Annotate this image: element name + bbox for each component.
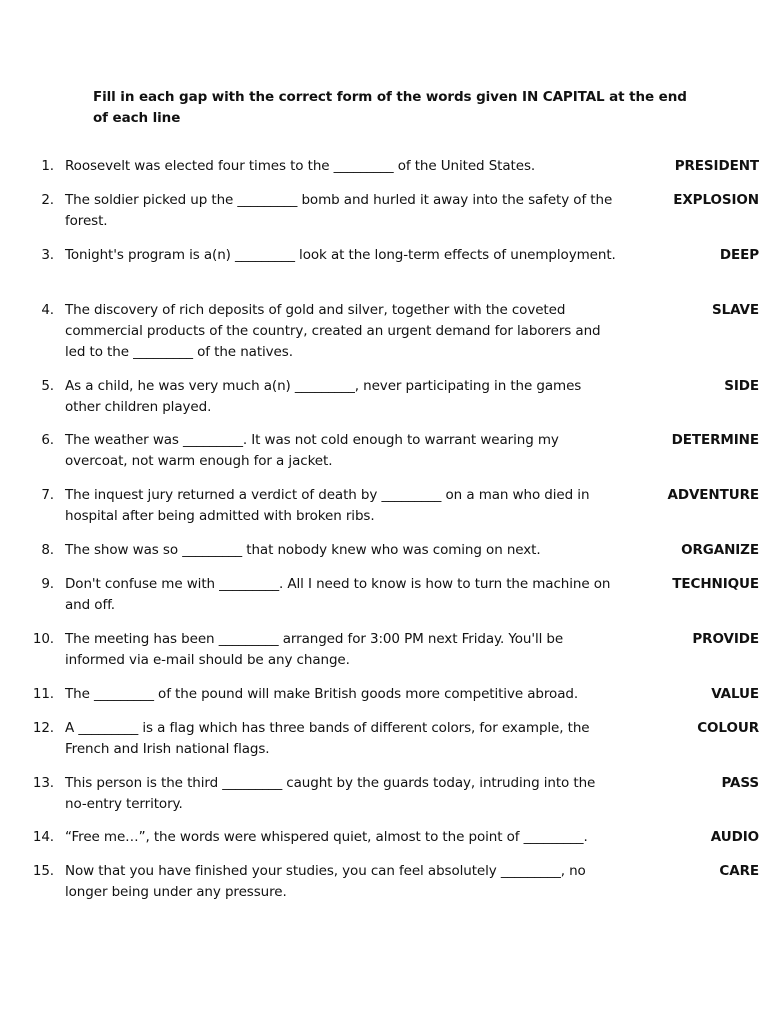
question-text: Tonight's program is a(n) _________ look at the long-term effects of unemployment. <box>65 247 616 263</box>
question-number: 1. <box>41 158 54 174</box>
question-text: The _________ of the pound will make British goods more competitive abroad. <box>65 686 579 702</box>
question-number: 15. <box>32 863 54 879</box>
question-text: The weather was _________. It was not cold enough to warrant wearing my overcoat, not warm enough for a jacket. <box>65 432 559 469</box>
question-number: 6. <box>41 432 54 448</box>
capital-word: DETERMINE <box>671 432 759 448</box>
question-number: 8. <box>41 542 54 558</box>
question-text: The show was so _________ that nobody knew who was coming on next. <box>65 542 541 558</box>
question-number: 4. <box>41 302 54 318</box>
question-text: The meeting has been _________ arranged for 3:00 PM next Friday. You'll be informed via e-mail should be any change. <box>65 631 564 668</box>
question-number: 3. <box>41 247 54 263</box>
question-number: 5. <box>41 378 54 394</box>
question-text: The soldier picked up the _________ bomb and hurled it away into the safety of the forest. <box>65 192 613 229</box>
question-number: 9. <box>41 576 54 592</box>
capital-word: DEEP <box>719 247 759 263</box>
question-number: 11. <box>32 686 54 702</box>
capital-word: ORGANIZE <box>681 542 759 558</box>
question-number: 7. <box>41 487 54 503</box>
capital-word: SLAVE <box>711 302 759 318</box>
question-text: Roosevelt was elected four times to the _________ of the United States. <box>65 158 536 174</box>
capital-word: VALUE <box>711 686 759 702</box>
capital-word: PROVIDE <box>692 631 759 647</box>
capital-word: TECHNIQUE <box>672 576 759 592</box>
question-text: As a child, he was very much a(n) _________, never participating in the games other children played. <box>65 378 582 415</box>
capital-word: ADVENTURE <box>667 487 759 503</box>
question-text: Now that you have finished your studies, you can feel absolutely _________, no longer being under any pressure. <box>65 863 586 900</box>
question-text: A _________ is a flag which has three bands of different colors, for example, the French and Irish national flags. <box>65 720 590 757</box>
capital-word: PASS <box>721 775 759 791</box>
question-text: The inquest jury returned a verdict of death by _________ on a man who died in hospital after being admitted with broken ribs. <box>65 487 590 524</box>
question-number: 13. <box>32 775 54 791</box>
question-text: This person is the third _________ caught by the guards today, intruding into the no-entry territory. <box>65 775 596 812</box>
instruction-heading: Fill in each gap with the correct form of the words given IN CAPITAL at the end of each line <box>93 89 687 126</box>
capital-word: PRESIDENT <box>674 158 759 174</box>
question-number: 2. <box>41 192 54 208</box>
capital-word: AUDIO <box>710 829 759 845</box>
capital-word: SIDE <box>724 378 759 394</box>
question-text: The discovery of rich deposits of gold and silver, together with the coveted commercial products of the country, created an urgent demand for laborers and led to the _________ of the natives. <box>65 302 601 360</box>
question-number: 10. <box>32 631 54 647</box>
question-text: “Free me…”, the words were whispered quiet, almost to the point of _________. <box>65 829 588 845</box>
capital-word: CARE <box>719 863 759 879</box>
capital-word: EXPLOSION <box>673 192 759 208</box>
capital-word: COLOUR <box>697 720 759 736</box>
question-number: 12. <box>32 720 54 736</box>
question-number: 14. <box>32 829 54 845</box>
question-text: Don't confuse me with _________. All I need to know is how to turn the machine on and off. <box>65 576 611 613</box>
